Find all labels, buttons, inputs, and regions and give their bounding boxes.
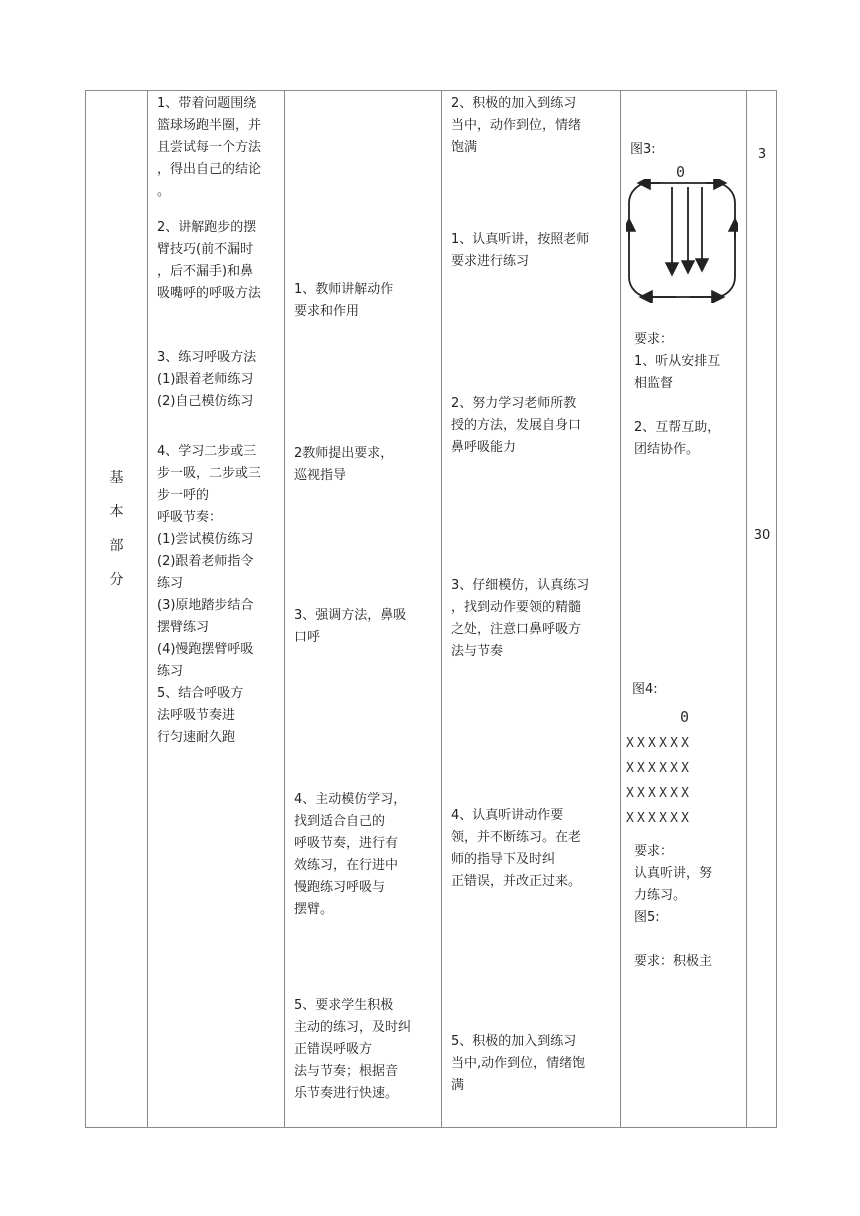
teacher-item-1: 1、教师讲解动作 要求和作用 bbox=[294, 282, 394, 319]
student-item-4: 3、仔细模仿，认真练习 ，找到动作要领的精髓 之处，注意口鼻呼吸方 法与节奏 bbox=[451, 578, 590, 659]
teacher-item-5: 5、要求学生积极 主动的练习，及时纠 正错误呼吸方 法与节奏；根据音 乐节奏进行快速。 bbox=[294, 998, 412, 1101]
fig4-marker: 0 bbox=[680, 708, 690, 726]
student-item-3: 2、努力学习老师所教 授的方法，发展自身口 鼻呼吸能力 bbox=[451, 396, 582, 455]
student-item-1: 2、积极的加入到练习 当中，动作到位，情绪 饱满 bbox=[451, 96, 582, 155]
section-char: 分 bbox=[109, 572, 124, 588]
teacher-item-3: 3、强调方法，鼻吸 口呼 bbox=[294, 608, 407, 645]
org-requirement-2: 要求： 认真听讲，努 力练习。 图5: 要求：积极主 bbox=[634, 844, 713, 969]
column-divider bbox=[147, 91, 148, 1127]
section-char: 部 bbox=[109, 538, 124, 554]
formation-row: XXXXXX bbox=[626, 736, 693, 751]
student-item-5: 4、认真听讲动作要 领，并不断练习。在老 师的指导下及时纠 正错误，并改正过来。 bbox=[451, 808, 582, 889]
content-item-2: 2、讲解跑步的摆 臂技巧(前不漏时 ，后不漏手)和鼻 吸嘴呼的呼吸方法 bbox=[157, 220, 262, 301]
track-outline bbox=[629, 183, 735, 297]
student-item-2: 1、认真听讲，按照老师 要求进行练习 bbox=[451, 232, 590, 269]
running-route-diagram bbox=[626, 179, 738, 303]
teacher-item-4: 4、主动模仿学习， 找到适合自己的 呼吸节奏，进行有 效练习，在行进中 慢跑练习呼吸与 摆臂。 bbox=[294, 792, 407, 917]
section-char: 本 bbox=[109, 504, 124, 520]
section-label bbox=[86, 461, 147, 597]
formation-row: XXXXXX bbox=[626, 761, 693, 776]
formation-row: XXXXXX bbox=[626, 786, 693, 801]
column-divider bbox=[620, 91, 621, 1127]
content-item-3: 3、练习呼吸方法 (1)跟着老师练习 (2)自己模仿练习 bbox=[157, 350, 257, 409]
org-requirement-1: 要求： 1、听从安排互 相监督 2、互帮互助， 团结协作。 bbox=[634, 332, 721, 457]
section-char: 基 bbox=[109, 470, 124, 486]
content-item-4-5: 4、学习二步或三 步一吸，二步或三 步一呼的 呼吸节奏： (1)尝试模仿练习 (2)跟着老师指令 练习 (3)原地踏步结合 摆臂练习 (4)慢跑摆臂呼吸 练习 5、结合呼吸方 法呼吸节奏进 行匀速耐久跑 bbox=[157, 444, 262, 745]
teacher-item-2: 2教师提出要求， 巡视指导 bbox=[294, 446, 394, 483]
fig3-label: 图3: bbox=[630, 142, 656, 157]
time-value-1: 3 bbox=[757, 147, 767, 162]
fig4-label: 图4: bbox=[632, 682, 658, 697]
lesson-plan-table bbox=[85, 90, 777, 1128]
column-divider bbox=[284, 91, 285, 1127]
column-divider bbox=[746, 91, 747, 1127]
formation-row: XXXXXX bbox=[626, 811, 693, 826]
time-value-2: 30 bbox=[753, 528, 771, 543]
fig3-marker: 0 bbox=[676, 163, 686, 181]
column-divider bbox=[441, 91, 442, 1127]
content-item-1: 1、带着问题围绕 篮球场跑半圈，并 且尝试每一个方法 ，得出自己的结论 。 bbox=[157, 96, 262, 199]
student-item-6: 5、积极的加入到练习 当中,动作到位，情绪饱 满 bbox=[451, 1034, 586, 1093]
